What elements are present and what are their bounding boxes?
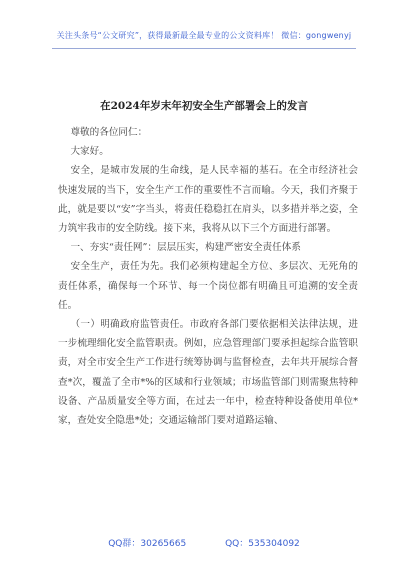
header-banner: 关注头条号“公文研究”，获得最新最全最专业的公文资料库！ 微信：gongwenyj xyxy=(56,31,352,40)
paragraph-greeting: 尊敬的各位同仁： xyxy=(70,127,148,138)
footer-qq-group: QQ群：30265665 xyxy=(108,539,187,549)
paragraph-hello: 大家好。 xyxy=(70,146,109,158)
document-title: 在2024年岁末年初安全生产部署会上的发言 xyxy=(100,100,308,112)
paragraph-intro: 安全，是城市发展的生命线，是人民幸福的基石。在全市经济社会快速发展的当下，安全生产工作的重要性不言而喻。今天，我们齐聚于此，就是要以“安”字当头，将责任稳稳扛在肩头，以多措并举之姿，全力筑牢我市的安全防线。接下来，我将从以下三个方面进行部署。 xyxy=(58,165,358,235)
section-heading-1: 一、夯实“责任网”：层层压实，构建严密安全责任体系 xyxy=(70,242,301,254)
paragraph-responsibility: 安全生产，责任为先。我们必须构建起全方位、多层次、无死角的责任体系，确保每一个环节、每一个岗位都有明确且可追溯的安全责任。 xyxy=(58,261,358,311)
footer-qq: QQ：535304092 xyxy=(225,539,300,549)
paragraph-government-duty: （一）明确政府监管责任。市政府各部门要依据相关法律法规，进一步梳理细化安全监管职责。例如，应急管理部门要承担起综合监管职责，对全市安全生产工作进行统筹协调与监督检查，去年共开展综合督查*次，覆盖了全市*%的区域和行业领域；市场监管部门则需聚焦特种设备、产品质量安全等方面，在过去一年中，检查特种设备使用单位*家，查处安全隐患*处；交通运输部门要对道路运输、 xyxy=(58,319,358,427)
header-divider xyxy=(52,48,356,49)
footer-contacts xyxy=(0,536,408,549)
document-body xyxy=(58,120,358,430)
